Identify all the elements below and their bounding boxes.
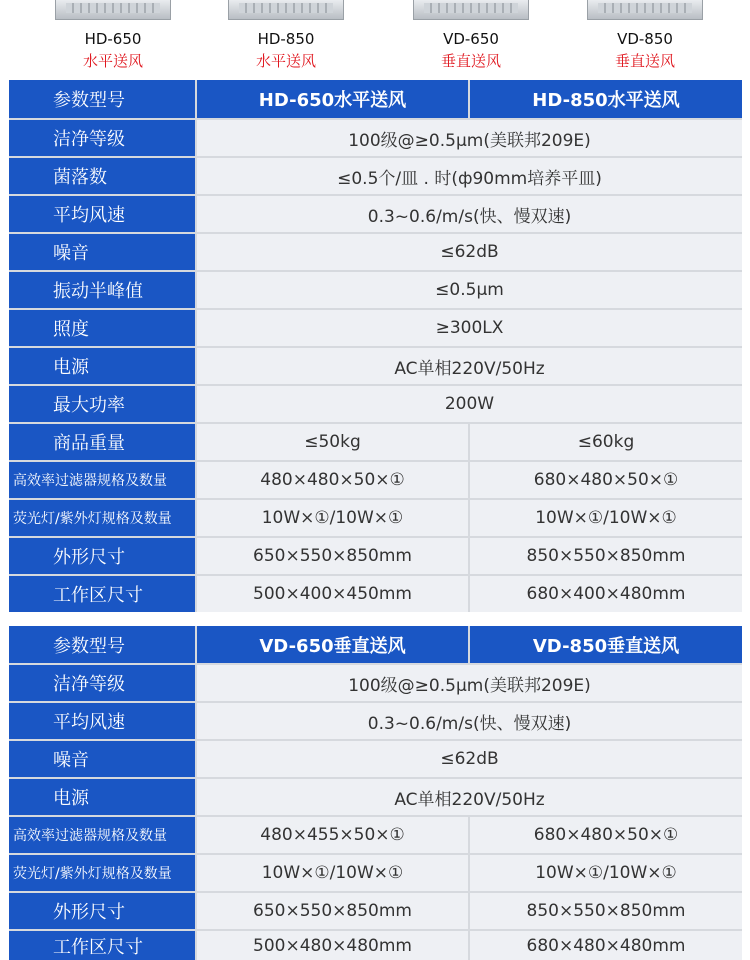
table-row: [9, 779, 742, 815]
row-value: ≤62dB: [197, 741, 742, 777]
row-label: 荧光灯/紫外灯规格及数量: [9, 500, 195, 536]
table-row: [9, 272, 742, 308]
row-label: 高效率过滤器规格及数量: [9, 462, 195, 498]
row-label: 商品重量: [9, 424, 195, 460]
product-airflow-mode: 垂直送风: [614, 52, 675, 70]
product-model: HD-650: [84, 30, 142, 48]
table-header-row: [9, 80, 742, 118]
product-model: HD-850: [257, 30, 315, 48]
product-image: [55, 0, 171, 20]
row-value: 0.3~0.6/m/s(快、慢双速): [197, 703, 742, 739]
row-value: 100级@≥0.5μm(美联邦209E): [197, 665, 742, 701]
table-row: [9, 817, 742, 853]
header-model-hd-650: HD-650水平送风: [197, 80, 468, 118]
row-label: 平均风速: [9, 196, 195, 232]
table-row: [9, 348, 742, 384]
row-value-vd-850: 10W×①/10W×①: [470, 855, 742, 891]
table-row: [9, 386, 742, 422]
row-value-hd-850: 10W×①/10W×①: [470, 500, 742, 536]
table-row: [9, 310, 742, 346]
product-airflow-mode: 水平送风: [82, 52, 143, 70]
product-vd-850: [565, 0, 725, 78]
row-label: 平均风速: [9, 703, 195, 739]
row-value-vd-850: 680×480×50×①: [470, 817, 742, 853]
row-value: 0.3~0.6/m/s(快、慢双速): [197, 196, 742, 232]
header-label: 参数型号: [9, 626, 195, 663]
product-hd-850: [206, 0, 366, 78]
row-value-vd-650: 650×550×850mm: [197, 893, 468, 929]
table-row: [9, 855, 742, 891]
row-value-hd-650: 480×480×50×①: [197, 462, 468, 498]
row-value: AC单相220V/50Hz: [197, 779, 742, 815]
table-row: [9, 196, 742, 232]
row-label: 工作区尺寸: [9, 576, 195, 612]
row-label: 荧光灯/紫外灯规格及数量: [9, 855, 195, 891]
row-value-hd-650: ≤50kg: [197, 424, 468, 460]
table-row: [9, 538, 742, 574]
row-value-hd-650: 10W×①/10W×①: [197, 500, 468, 536]
row-value-hd-850: 680×400×480mm: [470, 576, 742, 612]
row-value-hd-850: 850×550×850mm: [470, 538, 742, 574]
row-value-hd-850: 680×480×50×①: [470, 462, 742, 498]
row-label: 外形尺寸: [9, 893, 195, 929]
table-row: [9, 931, 742, 960]
row-value-hd-850: ≤60kg: [470, 424, 742, 460]
row-label: 最大功率: [9, 386, 195, 422]
row-label: 洁净等级: [9, 665, 195, 701]
row-value: ≥300LX: [197, 310, 742, 346]
table-row: [9, 158, 742, 194]
row-label: 噪音: [9, 234, 195, 270]
row-value-vd-850: 850×550×850mm: [470, 893, 742, 929]
row-label: 噪音: [9, 741, 195, 777]
spec-table-hd: [9, 80, 742, 612]
table-row: [9, 576, 742, 612]
spec-table-vd: [9, 626, 742, 960]
table-row: [9, 741, 742, 777]
header-model-vd-850: VD-850垂直送风: [470, 626, 742, 663]
product-model: VD-650: [443, 30, 499, 48]
row-label: 电源: [9, 348, 195, 384]
row-label: 菌落数: [9, 158, 195, 194]
row-value: 200W: [197, 386, 742, 422]
row-value-vd-850: 680×480×480mm: [470, 931, 742, 960]
table-row: [9, 462, 742, 498]
table-row: [9, 500, 742, 536]
row-value: AC单相220V/50Hz: [197, 348, 742, 384]
product-image: [228, 0, 344, 20]
row-label: 外形尺寸: [9, 538, 195, 574]
header-label: 参数型号: [9, 80, 195, 118]
row-label: 照度: [9, 310, 195, 346]
row-label: 高效率过滤器规格及数量: [9, 817, 195, 853]
product-gallery: [0, 0, 750, 78]
row-value-hd-650: 500×400×450mm: [197, 576, 468, 612]
row-value: 100级@≥0.5μm(美联邦209E): [197, 120, 742, 156]
row-value: ≤62dB: [197, 234, 742, 270]
row-label: 洁净等级: [9, 120, 195, 156]
header-model-vd-650: VD-650垂直送风: [197, 626, 468, 663]
row-value-vd-650: 10W×①/10W×①: [197, 855, 468, 891]
header-model-hd-850: HD-850水平送风: [470, 80, 742, 118]
table-row: [9, 424, 742, 460]
table-header-row: [9, 626, 742, 663]
product-model: VD-850: [617, 30, 673, 48]
product-hd-650: [33, 0, 193, 78]
row-value-vd-650: 480×455×50×①: [197, 817, 468, 853]
table-row: [9, 120, 742, 156]
product-vd-650: [391, 0, 551, 78]
table-row: [9, 665, 742, 701]
row-label: 电源: [9, 779, 195, 815]
product-image: [587, 0, 703, 20]
table-row: [9, 893, 742, 929]
row-value-hd-650: 650×550×850mm: [197, 538, 468, 574]
row-value: ≤0.5μm: [197, 272, 742, 308]
product-airflow-mode: 水平送风: [255, 52, 316, 70]
table-row: [9, 234, 742, 270]
table-row: [9, 703, 742, 739]
product-image: [413, 0, 529, 20]
row-label: 振动半峰值: [9, 272, 195, 308]
row-label: 工作区尺寸: [9, 931, 195, 960]
product-airflow-mode: 垂直送风: [440, 52, 501, 70]
row-value: ≤0.5个/皿 . 时(ф90mm培养平皿): [197, 158, 742, 194]
row-value-vd-650: 500×480×480mm: [197, 931, 468, 960]
